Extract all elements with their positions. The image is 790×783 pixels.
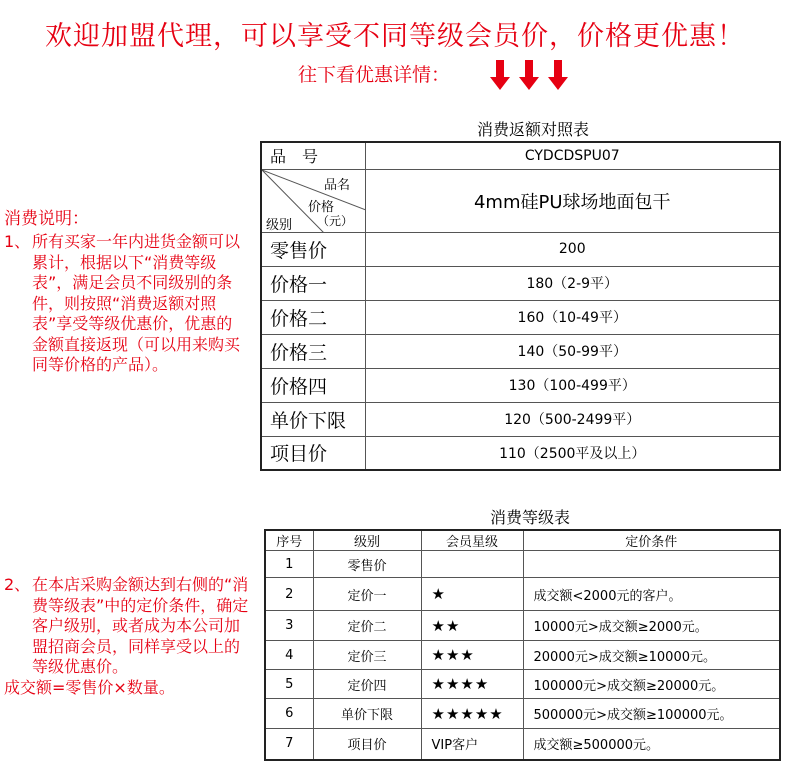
row-number: 1 xyxy=(265,551,313,578)
table-row xyxy=(261,142,780,169)
price-level-value: 180（2-9平） xyxy=(365,266,780,300)
row-stars: ★ xyxy=(421,578,523,611)
row-level: 零售价 xyxy=(313,551,421,578)
price-level-value: 140（50-99平） xyxy=(365,334,780,368)
down-arrow-icon xyxy=(490,60,510,90)
table-row xyxy=(261,402,780,436)
table-row xyxy=(265,641,780,670)
table-row xyxy=(261,169,780,232)
note-item-1-number: 1、 xyxy=(4,232,31,251)
row-condition: 20000元>成交额≥10000元。 xyxy=(523,641,780,670)
row-stars: ★★★★★ xyxy=(421,699,523,729)
corner-name: 品名 xyxy=(324,177,351,193)
price-table xyxy=(260,141,781,471)
corner-level: 级别 xyxy=(266,217,293,233)
price-level-label: 价格一 xyxy=(261,266,365,300)
row-level: 项目价 xyxy=(313,729,421,760)
note-item-2-formula: 成交额=零售价×数量。 xyxy=(4,677,175,697)
table-header-row xyxy=(265,530,780,551)
price-level-label: 单价下限 xyxy=(261,402,365,436)
down-arrow-icon xyxy=(519,60,539,90)
price-level-value: 200 xyxy=(365,232,780,266)
table-row xyxy=(265,551,780,578)
table-row xyxy=(261,334,780,368)
table-row xyxy=(265,578,780,611)
row-condition xyxy=(523,551,780,578)
down-arrows xyxy=(490,60,572,94)
row-number: 6 xyxy=(265,699,313,729)
note-item-2-number: 2、 xyxy=(4,575,31,594)
column-header: 会员星级 xyxy=(421,530,523,551)
price-level-label: 价格三 xyxy=(261,334,365,368)
corner-header-cell xyxy=(261,169,365,232)
row-stars: ★★★ xyxy=(421,641,523,670)
row-condition: 10000元>成交额≥2000元。 xyxy=(523,611,780,641)
down-arrow-icon xyxy=(548,60,568,90)
row-level: 定价三 xyxy=(313,641,421,670)
model-value: CYDCDSPU07 xyxy=(365,142,780,169)
row-number: 4 xyxy=(265,641,313,670)
price-level-value: 130（100-499平） xyxy=(365,368,780,402)
table-row xyxy=(261,300,780,334)
row-number: 7 xyxy=(265,729,313,760)
table-row xyxy=(265,670,780,699)
price-level-value: 110（2500平及以上） xyxy=(365,436,780,470)
corner-price: 价格 xyxy=(308,199,335,215)
price-level-label: 零售价 xyxy=(261,232,365,266)
column-header: 定价条件 xyxy=(523,530,780,551)
note-item-2 xyxy=(4,575,249,698)
row-stars: VIP客户 xyxy=(421,729,523,760)
level-table-caption: 消费等级表 xyxy=(489,508,570,527)
price-level-label: 项目价 xyxy=(261,436,365,470)
row-condition: 100000元>成交额≥20000元。 xyxy=(523,670,780,699)
row-stars xyxy=(421,551,523,578)
column-header: 序号 xyxy=(265,530,313,551)
row-number: 2 xyxy=(265,578,313,611)
table-row xyxy=(265,729,780,760)
note-item-2-text: 在本店采购金额达到右侧的“消费等级表”中的定价条件，确定客户级别，或者成为本公司加盟招商会员，同样享受以上的等级优惠价。 xyxy=(32,575,249,676)
table-row xyxy=(261,266,780,300)
price-level-label: 价格二 xyxy=(261,300,365,334)
column-header: 级别 xyxy=(313,530,421,551)
table-row xyxy=(265,699,780,729)
row-stars: ★★★★ xyxy=(421,670,523,699)
row-level: 定价一 xyxy=(313,578,421,611)
corner-unit: （元） xyxy=(317,213,354,228)
row-number: 5 xyxy=(265,670,313,699)
table-row xyxy=(261,436,780,470)
price-level-value: 120（500-2499平） xyxy=(365,402,780,436)
row-condition: 成交额<2000元的客户。 xyxy=(523,578,780,611)
page-subline: 往下看优惠详情： xyxy=(298,64,451,86)
row-condition: 500000元>成交额≥100000元。 xyxy=(523,699,780,729)
row-number: 3 xyxy=(265,611,313,641)
notes-title: 消费说明： xyxy=(4,209,89,229)
page-headline: 欢迎加盟代理，可以享受不同等级会员价，价格更优惠！ xyxy=(45,21,745,52)
price-level-value: 160（10-49平） xyxy=(365,300,780,334)
table-row xyxy=(261,368,780,402)
row-level: 定价四 xyxy=(313,670,421,699)
row-stars: ★★ xyxy=(421,611,523,641)
level-table xyxy=(264,529,781,761)
product-name: 4mm硅PU球场地面包干 xyxy=(365,169,780,232)
table-row xyxy=(261,232,780,266)
model-label: 品 号 xyxy=(261,142,365,169)
note-item-1 xyxy=(4,232,244,376)
table-row xyxy=(265,611,780,641)
row-level: 定价二 xyxy=(313,611,421,641)
price-level-label: 价格四 xyxy=(261,368,365,402)
row-level: 单价下限 xyxy=(313,699,421,729)
row-condition: 成交额≥500000元。 xyxy=(523,729,780,760)
price-table-caption: 消费返额对照表 xyxy=(476,120,589,139)
note-item-1-text: 所有买家一年内进货金额可以累计，根据以下“消费等级表”，满足会员不同级别的条件，则按照“消费返额对照表”享受等级优惠价，优惠的金额直接返现（可以用来购买同等价格的产品）。 xyxy=(32,232,241,374)
